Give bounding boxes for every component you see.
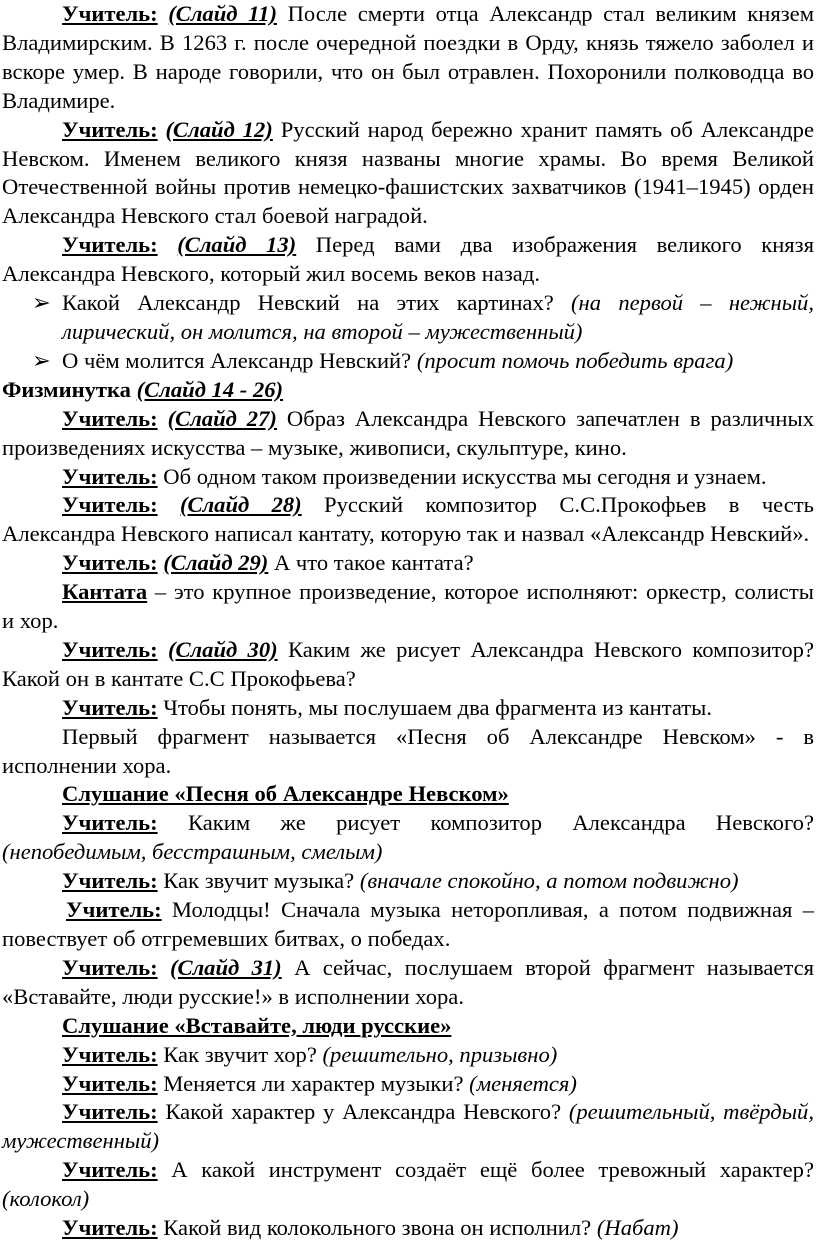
answer-text: (Набат) <box>596 1215 679 1241</box>
fizminutka-line <box>2 376 814 405</box>
paragraph-text: Меняется ли характер музыки? <box>157 1070 470 1096</box>
paragraph-text: После смерти отца Александр стал великим князем Владимирским. В 1263 г. после очередной поездки в Орду, князь тяжело заболел и вскоре умер. В народе говорили, что он был отравлен. Похоронили полководца во Владимире. <box>2 1 814 113</box>
paragraph-text: А сейчас, послушаем второй фрагмент называется «Вставайте, люди русские!» в исполнении хора. <box>2 954 815 1009</box>
paragraph-slide-31 <box>2 954 814 1012</box>
answer-text: (решительный, твёрдый, мужественный) <box>2 1099 814 1154</box>
paragraph-slide-30 <box>2 636 814 694</box>
paragraph-slide-13 <box>2 231 814 289</box>
paragraph-text: Перед вами два изображения великого князя Александра Невского, который жил восемь веков назад. <box>2 232 814 287</box>
teacher-label: Учитель: <box>62 1215 158 1241</box>
paragraph-fragments <box>2 694 814 723</box>
arrow-bullet-icon: ➢ <box>32 347 51 373</box>
paragraph-text: Русский композитор С.С.Прокофьев в честь Александра Невского написал кантату, которую так и назвал «Александр Невский». <box>2 492 814 547</box>
cantata-term: Кантата <box>62 579 148 605</box>
paragraph-text: Каким же рисует Александра Невского композитор? Какой он в кантате С.С Прокофьева? <box>2 636 815 691</box>
answer-text: (меняется) <box>469 1070 577 1096</box>
teacher-label: Учитель: <box>62 116 158 142</box>
arrow-bullet-icon: ➢ <box>32 290 51 316</box>
paragraph-question-bell <box>2 1214 814 1243</box>
teacher-label: Учитель: <box>62 1041 158 1067</box>
paragraph-text: Молодцы! Сначала музыка неторопливая, а потом подвижная – повествует об отгремевших битвах, о победах. <box>2 897 814 951</box>
heading-text: Слушание «Вставайте, люди русские» <box>62 1012 452 1038</box>
bullet-question-1 <box>2 289 814 347</box>
answer-text: (непобедимым, бесстрашным, смелым) <box>2 839 383 865</box>
teacher-label: Учитель: <box>62 694 158 720</box>
paragraph-question-choir <box>2 1041 814 1070</box>
teacher-label: Учитель: <box>62 463 158 489</box>
answer-text: (просит помочь победить врага) <box>416 347 734 373</box>
paragraph-question-composer <box>2 809 814 867</box>
paragraph-slide-12 <box>2 116 814 232</box>
slide-ref: (Слайд 30) <box>167 636 278 662</box>
slide-ref: (Слайд 28) <box>179 492 302 518</box>
paragraph-first-fragment <box>2 723 814 781</box>
paragraph-text: Какой характер у Александра Невского? <box>157 1099 569 1125</box>
paragraph-cantata <box>2 578 814 636</box>
slide-ref: (Слайд 13) <box>177 232 297 258</box>
slide-ref: (Слайд 11) <box>168 1 277 26</box>
bullet-question-2 <box>2 347 814 376</box>
paragraph-text: Какой вид колокольного звона он исполнил? <box>157 1215 597 1241</box>
paragraph-art <box>2 463 814 492</box>
teacher-label: Учитель: <box>62 868 158 894</box>
paragraph-question-instrument <box>2 1156 814 1214</box>
paragraph-text: Русский народ бережно хранит память об Александре Невском. Именем великого князя названы многие храмы. Во время Великой Отечественной войны против немецко-фашистских захватчиков (1941–1945) орден Александра Невского стал боевой наградой. <box>2 116 814 229</box>
teacher-label: Учитель: <box>62 1157 158 1183</box>
answer-text: (колокол) <box>2 1186 90 1212</box>
paragraph-well-done <box>2 896 814 954</box>
teacher-label: Учитель: <box>62 1 158 26</box>
question-text: Какой Александр Невский на этих картинах? <box>62 290 572 316</box>
answer-text: (вначале спокойно, а потом подвижно) <box>359 868 739 894</box>
question-text: О чём молится Александр Невский? <box>62 347 417 373</box>
paragraph-text: Чтобы понять, мы послушаем два фрагмента из кантаты. <box>157 694 713 720</box>
slide-ref: (Слайд 29) <box>163 550 269 576</box>
teacher-label: Учитель: <box>62 954 158 980</box>
teacher-label: Учитель: <box>62 232 158 258</box>
heading-listening-1 <box>2 780 814 809</box>
paragraph-question-character-change <box>2 1070 814 1099</box>
paragraph-text: Первый фрагмент называется «Песня об Александре Невском» - в исполнении хора. <box>2 723 814 778</box>
paragraph-text: Как звучит хор? <box>157 1041 323 1067</box>
paragraph-text: – это крупное произведение, которое исполняют: оркестр, солисты и хор. <box>2 579 814 634</box>
paragraph-question-music <box>2 867 814 896</box>
teacher-label: Учитель: <box>62 405 158 431</box>
fizminutka-label: Физминутка <box>2 376 131 402</box>
teacher-label: Учитель: <box>62 1070 158 1096</box>
slide-ref: (Слайд 12) <box>165 116 273 142</box>
teacher-label: Учитель: <box>62 1099 158 1125</box>
paragraph-slide-28 <box>2 491 814 549</box>
teacher-label: Учитель: <box>66 897 162 923</box>
slide-ref: (Слайд 14 - 26) <box>136 376 284 402</box>
paragraph-question-character <box>2 1098 814 1156</box>
heading-text: Слушание «Песня об Александре Невском» <box>62 781 509 807</box>
paragraph-text: А какой инструмент создаёт ещё более тревожный характер? <box>157 1157 814 1183</box>
paragraph-text: Каким же рисует композитор Александра Невского? <box>157 810 814 836</box>
slide-ref: (Слайд 31) <box>169 954 282 980</box>
paragraph-text: Об одном таком произведении искусства мы сегодня и узнаем. <box>157 463 767 489</box>
paragraph-text: Образ Александра Невского запечатлен в различных произведениях искусства – музыке, живописи, скульптуре, кино. <box>2 405 814 460</box>
answer-text: (решительно, призывно) <box>322 1041 558 1067</box>
paragraph-text: Как звучит музыка? <box>157 868 360 894</box>
paragraph-slide-27 <box>2 405 814 463</box>
teacher-label: Учитель: <box>62 550 158 576</box>
paragraph-slide-29 <box>2 549 814 578</box>
teacher-label: Учитель: <box>62 492 158 518</box>
paragraph-text: А что такое кантата? <box>268 550 474 576</box>
paragraph-slide-11 <box>2 0 814 116</box>
teacher-label: Учитель: <box>62 810 158 836</box>
slide-ref: (Слайд 27) <box>167 405 277 431</box>
heading-listening-2 <box>2 1012 814 1041</box>
teacher-label: Учитель: <box>62 636 158 662</box>
answer-text: (на первой – нежный, лирический, он молится, на второй – мужественный) <box>62 290 814 344</box>
